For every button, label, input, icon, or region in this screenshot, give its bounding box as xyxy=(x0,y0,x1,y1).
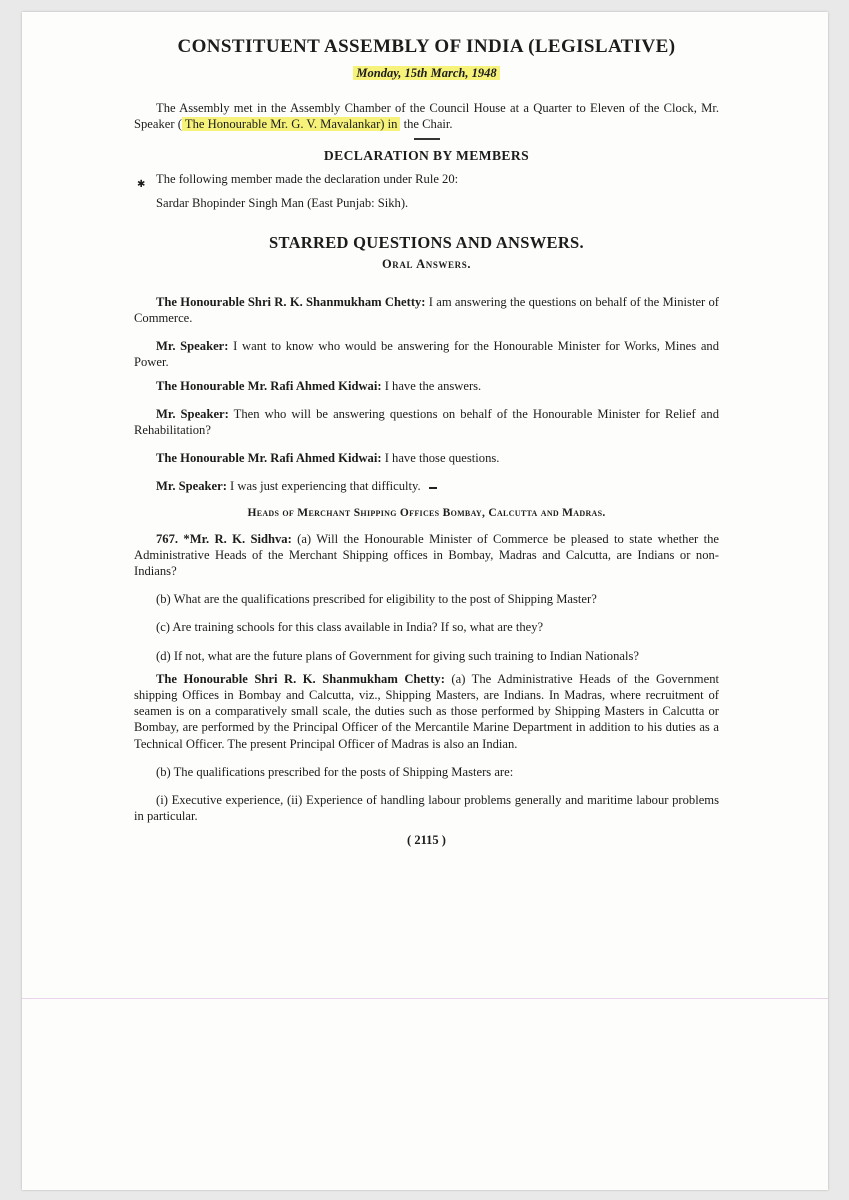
speaker-name: The Honourable Mr. Rafi Ahmed Kidwai: xyxy=(156,378,382,393)
question-title: Heads of Merchant Shipping Offices Bombay, Calcutta and Madras. xyxy=(247,506,606,519)
question-part-d: (d) If not, what are the future plans of Government for giving such training to Indian Nationals? xyxy=(156,648,639,663)
document-page xyxy=(22,12,828,1190)
exchange-text: I am answering the questions on behalf of the Minister of Commerce. xyxy=(134,294,719,326)
page-divider-line xyxy=(22,998,828,999)
speaker-name: The Honourable Mr. Rafi Ahmed Kidwai: xyxy=(156,451,382,466)
page-number: ( 2115 ) xyxy=(407,833,446,848)
opening-text: The Assembly met in the Assembly Chamber of the Council House at a Quarter to Eleven of the Clock, Mr. Speaker ( xyxy=(134,101,719,132)
page-content xyxy=(134,36,719,848)
date-line xyxy=(134,64,719,84)
dash-mark xyxy=(429,487,437,489)
exchange-item xyxy=(134,338,719,370)
declaration-text: The following member made the declaration under Rule 20: xyxy=(156,172,459,187)
question-number-speaker: 767. *Mr. R. K. Sidhva: xyxy=(156,531,292,546)
question-part-a xyxy=(134,531,719,580)
answer-speaker: The Honourable Shri R. K. Shanmukham Chetty: xyxy=(156,671,445,686)
speaker-name: Mr. Speaker: xyxy=(156,479,227,494)
exchange-item xyxy=(134,378,719,394)
speaker-name: The Honourable Shri R. K. Shanmukham Chetty: xyxy=(156,294,426,309)
exchange-item xyxy=(134,294,719,326)
session-date: Monday, 15th March, 1948 xyxy=(353,66,499,80)
section-divider xyxy=(414,138,440,140)
opening-paragraph xyxy=(134,100,719,132)
question-part-c: (c) Are training schools for this class available in India? If so, what are they? xyxy=(156,620,544,635)
exchange-text: I was just experiencing that difficulty. xyxy=(226,479,421,494)
answer-part-a xyxy=(134,671,719,752)
exchange-item xyxy=(134,478,719,494)
declaration-member: Sardar Bhopinder Singh Man (East Punjab: Sikh). xyxy=(156,195,409,210)
opening-text-end: the Chair. xyxy=(400,117,453,132)
exchange-item xyxy=(134,406,719,438)
exchange-text: I want to know who would be answering for the Honourable Minister for Works, Mines and Power. xyxy=(134,339,720,370)
exchange-text: Then who will be answering questions on behalf of the Honourable Minister for Relief and Rehabilitation? xyxy=(134,406,719,438)
highlighted-chair-name: The Honourable Mr. G. V. Mavalankar) in xyxy=(182,117,401,131)
exchange-text: I have the answers. xyxy=(381,378,482,393)
exchanges-list xyxy=(134,294,719,495)
exchange-item xyxy=(134,450,719,466)
answer-text-a: (a) The Administrative Heads of the Government shipping Offices in Bombay and Calcutta, viz., Shipping Masters, are Indians. In Madras, where recruitment of seamen is on a comparatively small scale, the duties such as those performed by Shipping Masters in Calcutta or Bombay, are performed by the Principal Officer of the Mercantile Marine Department in addition to his duties as a Technical Officer. The present Principal Officer of Madras is also an Indian. xyxy=(134,671,719,751)
section-heading: STARRED QUESTIONS AND ANSWERS. xyxy=(269,232,584,252)
page-title: CONSTITUENT ASSEMBLY OF INDIA (LEGISLATIVE) xyxy=(177,36,676,57)
stray-mark: ✱ xyxy=(137,179,146,190)
declaration-heading: DECLARATION BY MEMBERS xyxy=(323,148,530,164)
answer-part-b-i: (i) Executive experience, (ii) Experience of handling labour problems generally and maritime labour problems in particular. xyxy=(134,793,719,824)
section-subheading: Oral Answers. xyxy=(381,256,472,271)
speaker-name: Mr. Speaker: xyxy=(156,339,229,354)
exchange-text: I have those questions. xyxy=(381,451,500,466)
question-part-b: (b) What are the qualifications prescribed for eligibility to the post of Shipping Master? xyxy=(156,592,597,607)
answer-part-b: (b) The qualifications prescribed for the posts of Shipping Masters are: xyxy=(156,764,514,779)
question-text-a: (a) Will the Honourable Minister of Commerce be pleased to state whether the Administrative Heads of the Merchant Shipping offices in Bombay, Madras and Calcutta, are Indians or non-Indians? xyxy=(134,531,719,579)
speaker-name: Mr. Speaker: xyxy=(156,406,229,421)
